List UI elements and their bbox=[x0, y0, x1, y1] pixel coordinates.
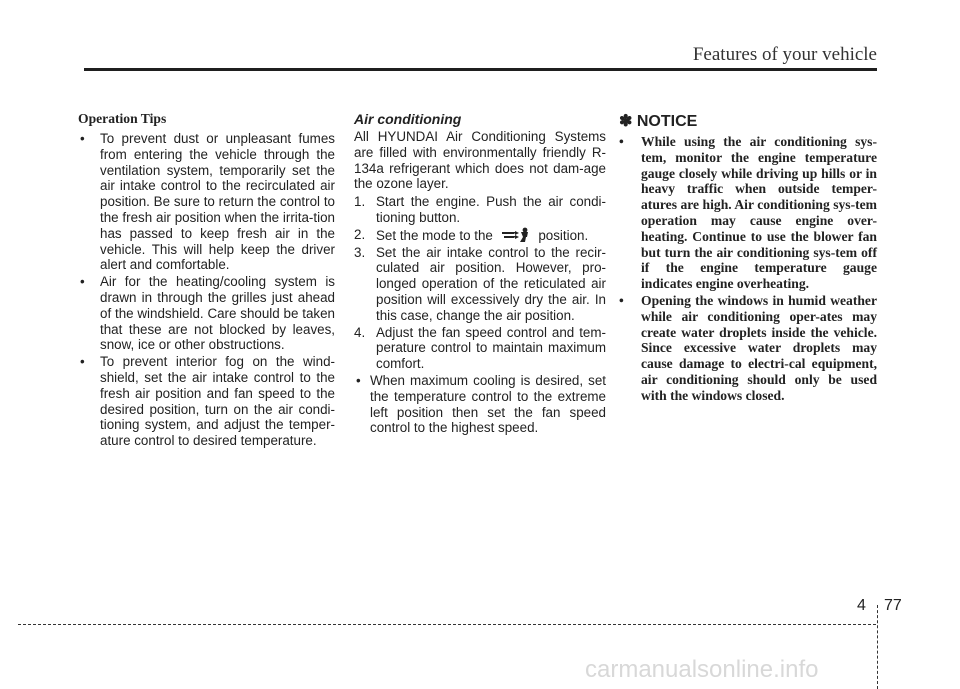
air-conditioning-intro: All HYUNDAI Air Conditioning Systems are filled with environmentally friendly R-134a refrigerant which does not dam-age the ozone layer. bbox=[354, 129, 606, 192]
list-item bbox=[354, 227, 606, 244]
footer-rule bbox=[18, 624, 876, 625]
chapter-number: 4 bbox=[857, 597, 866, 614]
list-item bbox=[354, 194, 606, 226]
notice-list bbox=[619, 134, 877, 404]
watermark: carmanualsonline.info bbox=[585, 656, 819, 683]
step-text: Start the engine. Push the air condi-tioning button. bbox=[376, 194, 606, 225]
list-item: • Opening the windows in humid weather while air conditioning oper-ates may create water droplets inside the vehicle. Since excessive water droplets may cause damage to electri-cal equipment, air conditioning should only be used with the windows closed. bbox=[619, 293, 877, 404]
list-item: • To prevent dust or unpleasant fumes from entering the vehicle through the ventilation system, temporarily set the air intake control to the recirculated air position. Be sure to return the control to the fresh air position when the irrita-tion has passed to keep fresh air in the vehicle. This will help keep the driver alert and comfortable. bbox=[78, 131, 335, 273]
step-number: 3. bbox=[354, 244, 366, 260]
vent-face-icon bbox=[499, 227, 533, 243]
step-number: 1. bbox=[354, 194, 366, 210]
footer-divider bbox=[877, 605, 878, 689]
step-text: Set the air intake control to the recir-culated air position. However, pro-longed operation of the reticulated air position will excessively dry the air. In this case, change the air position. bbox=[376, 244, 606, 323]
notice-heading: ✽ NOTICE bbox=[619, 113, 698, 130]
header-rule bbox=[84, 68, 877, 71]
step-number: 2. bbox=[354, 226, 366, 242]
max-cooling-list bbox=[354, 373, 606, 436]
list-item: • To prevent interior fog on the wind-shield, set the air intake control to the fresh air position and fan speed to the desired position, turn on the air condi-tioning system, and adjust the temper-ature control to desired temperature. bbox=[78, 354, 335, 449]
list-item: • Air for the heating/cooling system is drawn in through the grilles just ahead of the windshield. Care should be taken that these are not blocked by leaves, snow, ice or other obstructions. bbox=[78, 274, 335, 353]
air-conditioning-steps bbox=[354, 194, 606, 372]
operation-tips-list bbox=[78, 131, 335, 449]
list-item bbox=[354, 245, 606, 324]
section-title: Features of your vehicle bbox=[692, 44, 877, 65]
notice-column bbox=[619, 111, 877, 405]
list-item: • While using the air conditioning sys-tem, monitor the engine temperature gauge closely while driving up hills or in heavy traffic when outside temper-atures are high. Air conditioning sys-tem operation may cause engine over-heating. Continue to use the blower fan but turn the air conditioning sys-tem off if the engine temperature gauge indicates engine overheating. bbox=[619, 134, 877, 292]
step-text: Adjust the fan speed control and tem-perature control to maintain maximum comfort. bbox=[376, 324, 606, 372]
page-number: 77 bbox=[884, 597, 902, 614]
operation-tips-column bbox=[78, 111, 335, 450]
list-item bbox=[354, 325, 606, 372]
list-item: • When maximum cooling is desired, set the temperature control to the extreme left position then set the fan speed control to the highest speed. bbox=[354, 373, 606, 436]
step-text: Set the mode to the bbox=[376, 227, 493, 243]
step-text: position. bbox=[538, 227, 589, 243]
air-conditioning-heading: Air conditioning bbox=[354, 111, 462, 127]
step-number: 4. bbox=[354, 324, 366, 340]
operation-tips-heading: Operation Tips bbox=[78, 111, 167, 126]
air-conditioning-column bbox=[354, 111, 606, 437]
